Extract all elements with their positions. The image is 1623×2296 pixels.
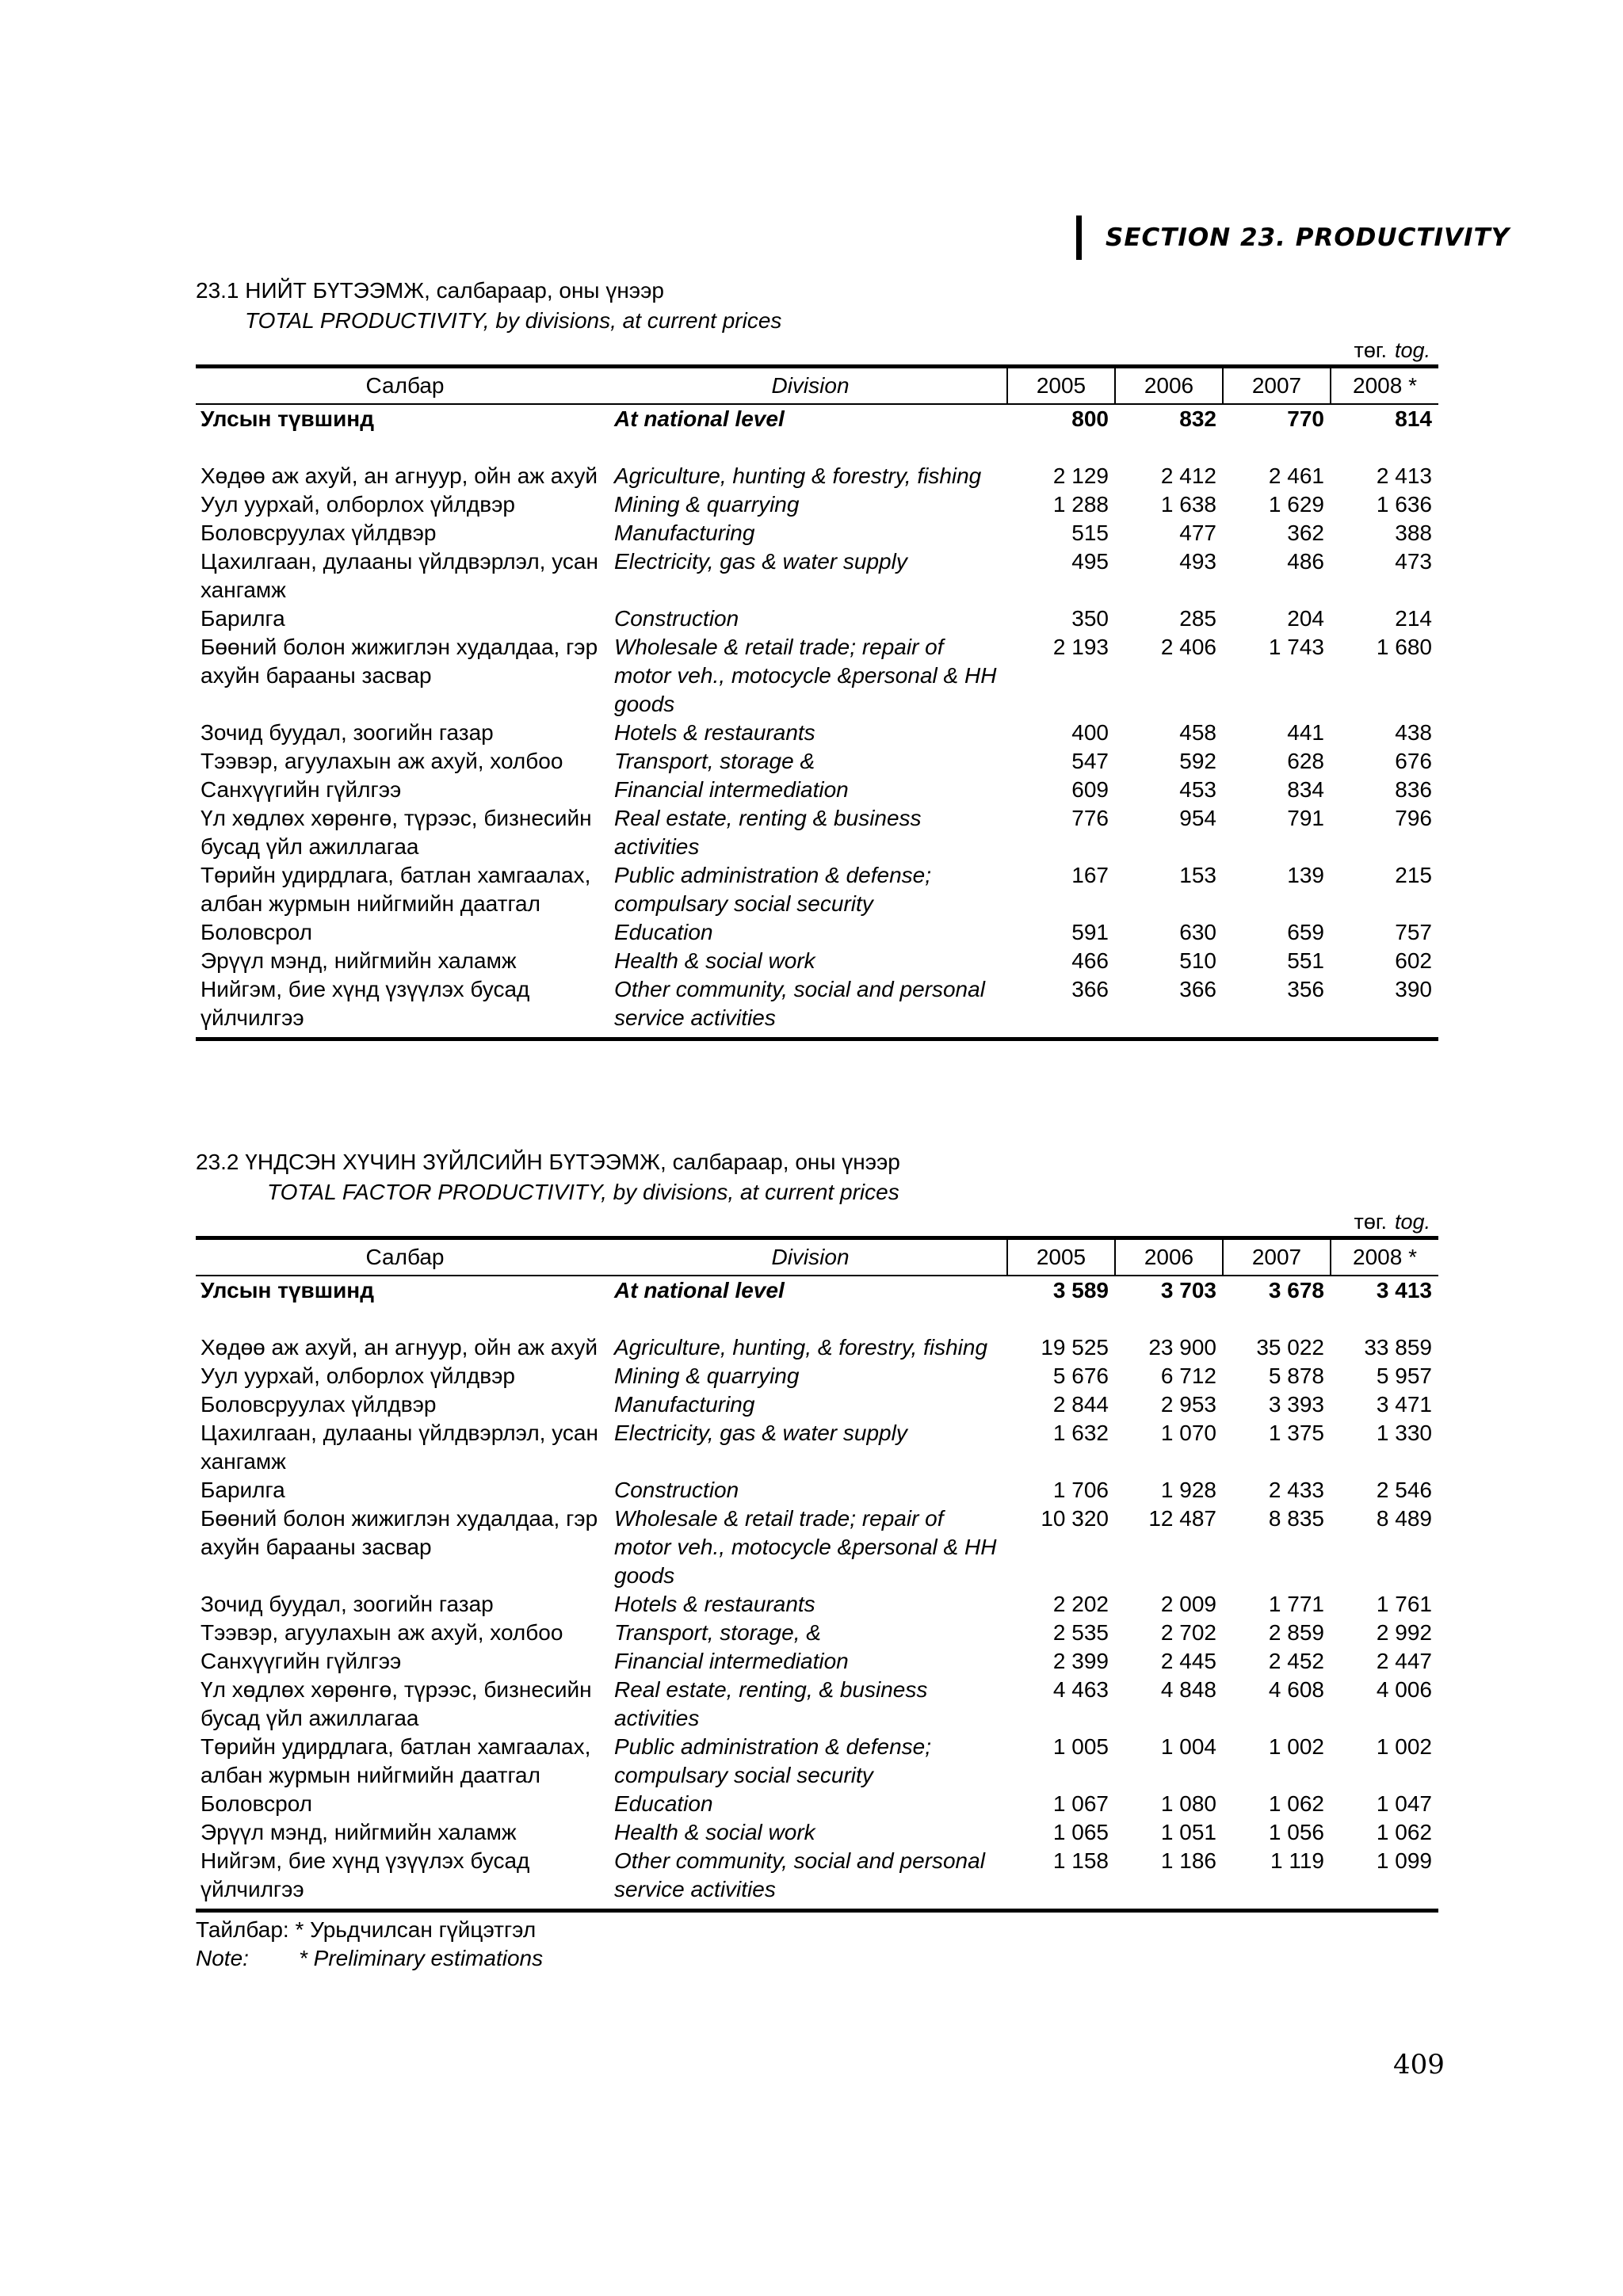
- row-value: 366: [1071, 977, 1109, 1001]
- row-value: 1 070: [1160, 1421, 1216, 1445]
- note-en-text: * Preliminary estimations: [299, 1946, 544, 1970]
- row-value: 1 051: [1160, 1820, 1216, 1844]
- table-row: [196, 1733, 1438, 1790]
- section-header: [1076, 215, 1510, 260]
- row-value: 366: [1179, 977, 1216, 1001]
- row-label-en: Public administration & defense; compulsary social security: [614, 863, 931, 916]
- row-value: 2 452: [1268, 1649, 1324, 1673]
- row-value: 214: [1395, 606, 1432, 631]
- row-value: 628: [1287, 749, 1324, 773]
- table1-year: 2008 *: [1331, 367, 1438, 405]
- row-value: 1 099: [1376, 1848, 1432, 1873]
- table1-body: [196, 404, 1438, 1039]
- row-label-mn: Барилга: [200, 606, 285, 631]
- row-value: 1 002: [1268, 1734, 1324, 1759]
- note-mn: Тайлбар: * Урьдчилсан гүйцэтгэл: [196, 1917, 537, 1942]
- row-label-mn: Төрийн удирдлага, батлан хамгаалах, албан журмын нийгмийн даатгал: [200, 863, 591, 916]
- table-row: [196, 547, 1438, 605]
- row-value: 1 119: [1270, 1848, 1324, 1873]
- row-value: 592: [1179, 749, 1216, 773]
- row-value: 3 413: [1376, 1278, 1432, 1302]
- table1-unit: [196, 336, 1438, 364]
- table2-col-en: Division: [771, 1245, 850, 1269]
- row-value: 1 743: [1268, 635, 1324, 659]
- row-label-mn: Цахилгаан, дулааны үйлдвэрлэл, усан хангамж: [200, 549, 598, 602]
- table-row: [196, 918, 1438, 947]
- row-value: 1 375: [1268, 1421, 1324, 1445]
- row-label-en: Financial intermediation: [614, 777, 849, 802]
- table-row: [196, 1647, 1438, 1676]
- row-value: 776: [1071, 806, 1109, 830]
- row-label-mn: Санхүүгийн гүйлгээ: [200, 777, 402, 802]
- table1-title-en: TOTAL PRODUCTIVITY, by divisions, at current prices: [245, 308, 782, 333]
- table-row: [196, 1390, 1438, 1419]
- table2-title-en: TOTAL FACTOR PRODUCTIVITY, by divisions, at current prices: [267, 1180, 899, 1204]
- table2-year: 2006: [1115, 1238, 1223, 1276]
- row-value: 814: [1395, 406, 1432, 431]
- row-label-mn: Бөөний болон жижиглэн худалдаа, гэр ахуйн барааны засвар: [200, 635, 598, 688]
- row-label-mn: Нийгэм, бие хүнд үзүүлэх бусад үйлчилгээ: [200, 1848, 530, 1901]
- row-value: 8 835: [1268, 1506, 1324, 1531]
- row-value: 832: [1179, 406, 1216, 431]
- row-value: 2 859: [1268, 1620, 1324, 1645]
- row-label-en: At national level: [614, 406, 785, 431]
- row-value: 1 761: [1376, 1592, 1432, 1616]
- row-value: 1 002: [1376, 1734, 1432, 1759]
- row-value: 33 859: [1364, 1335, 1432, 1360]
- row-value: 2 433: [1268, 1478, 1324, 1502]
- row-value: 2 399: [1052, 1649, 1109, 1673]
- row-label-en: Agriculture, hunting, & forestry, fishing: [614, 1335, 988, 1360]
- row-label-en: Hotels & restaurants: [614, 1592, 815, 1616]
- row-value: 6 712: [1160, 1363, 1216, 1388]
- row-label-en: Agriculture, hunting & forestry, fishing: [614, 463, 982, 488]
- row-label-mn: Санхүүгийн гүйлгээ: [200, 1649, 402, 1673]
- row-value: 2 844: [1052, 1392, 1109, 1417]
- table1-spacer-row: [196, 433, 1438, 462]
- table1-title-mn: 23.1 НИЙТ БҮТЭЭМЖ, салбараар, оны үнээр: [196, 278, 664, 303]
- row-value: 551: [1287, 948, 1324, 973]
- row-label-mn: Уул уурхай, олборлох үйлдвэр: [200, 1363, 515, 1388]
- page-number: 409: [1393, 2049, 1445, 2081]
- row-value: 1 928: [1160, 1478, 1216, 1502]
- row-value: 1 771: [1268, 1592, 1324, 1616]
- table2-year: 2007: [1223, 1238, 1331, 1276]
- row-value: 515: [1071, 521, 1109, 545]
- notes: [196, 1916, 1438, 1973]
- row-label-en: Other community, social and personal service activities: [614, 1848, 985, 1901]
- note-en: [196, 1944, 1438, 1973]
- table-row: [196, 1619, 1438, 1647]
- table-row: [196, 1333, 1438, 1362]
- row-value: 1 706: [1052, 1478, 1109, 1502]
- row-value: 954: [1179, 806, 1216, 830]
- row-value: 3 703: [1160, 1278, 1216, 1302]
- row-label-en: Hotels & restaurants: [614, 720, 815, 745]
- row-value: 3 393: [1268, 1392, 1324, 1417]
- row-value: 510: [1179, 948, 1216, 973]
- row-value: 400: [1071, 720, 1109, 745]
- row-value: 473: [1395, 549, 1432, 574]
- row-value: 2 535: [1052, 1620, 1109, 1645]
- table1-year: 2006: [1115, 367, 1223, 405]
- row-label-en: Public administration & defense; compulsary social security: [614, 1734, 931, 1787]
- row-value: 1 186: [1160, 1848, 1216, 1873]
- row-value: 477: [1179, 521, 1216, 545]
- row-value: 800: [1071, 406, 1109, 431]
- row-value: 1 067: [1052, 1791, 1109, 1816]
- row-value: 1 062: [1376, 1820, 1432, 1844]
- row-label-en: Health & social work: [614, 948, 815, 973]
- table-row: [196, 1476, 1438, 1505]
- row-value: 139: [1287, 863, 1324, 887]
- row-value: 2 406: [1160, 635, 1216, 659]
- table1-year: 2007: [1223, 367, 1331, 405]
- row-value: 3 471: [1376, 1392, 1432, 1417]
- row-value: 495: [1071, 549, 1109, 574]
- row-label-mn: Боловсрол: [200, 1791, 312, 1816]
- row-label-mn: Тээвэр, агуулахын аж ахуй, холбоо: [200, 1620, 563, 1645]
- row-label-en: Wholesale & retail trade; repair of motor veh., motocycle &personal & HH goods: [614, 1506, 997, 1588]
- row-value: 1 065: [1052, 1820, 1109, 1844]
- row-value: 591: [1071, 920, 1109, 944]
- row-value: 770: [1287, 406, 1324, 431]
- row-label-en: Real estate, renting & business activities: [614, 806, 922, 859]
- row-value: 2 413: [1376, 463, 1432, 488]
- row-label-mn: Барилга: [200, 1478, 285, 1502]
- row-value: 630: [1179, 920, 1216, 944]
- table1-col-mn: Салбар: [365, 373, 445, 398]
- table2-col-mn: Салбар: [365, 1245, 445, 1269]
- row-label-en: Education: [614, 1791, 713, 1816]
- row-label-mn: Эрүүл мэнд, нийгмийн халамж: [200, 1820, 517, 1844]
- section-title: SECTION 23. PRODUCTIVITY: [1106, 223, 1510, 252]
- row-value: 441: [1287, 720, 1324, 745]
- table-row: [196, 776, 1438, 804]
- table2-unit: [196, 1207, 1438, 1236]
- row-value: 547: [1071, 749, 1109, 773]
- row-value: 1 158: [1052, 1848, 1109, 1873]
- row-label-mn: Эрүүл мэнд, нийгмийн халамж: [200, 948, 517, 973]
- table-row: [196, 719, 1438, 747]
- table-row: [196, 1590, 1438, 1619]
- row-label-mn: Улсын түвшинд: [200, 1278, 374, 1302]
- row-value: 796: [1395, 806, 1432, 830]
- row-value: 1 638: [1160, 492, 1216, 517]
- row-label-en: Health & social work: [614, 1820, 815, 1844]
- row-label-en: Transport, storage &: [614, 749, 815, 773]
- row-value: 8 489: [1376, 1506, 1432, 1531]
- table-row: [196, 861, 1438, 918]
- table-row: [196, 519, 1438, 547]
- row-value: 390: [1395, 977, 1432, 1001]
- table-row: [196, 633, 1438, 719]
- table-row: [196, 1505, 1438, 1590]
- row-value: 1 632: [1052, 1421, 1109, 1445]
- row-value: 2 461: [1268, 463, 1324, 488]
- row-value: 1 080: [1160, 1791, 1216, 1816]
- row-label-mn: Уул уурхай, олборлох үйлдвэр: [200, 492, 515, 517]
- table-row: [196, 1818, 1438, 1847]
- row-value: 1 056: [1268, 1820, 1324, 1844]
- row-value: 5 676: [1052, 1363, 1109, 1388]
- table-row: [196, 947, 1438, 975]
- row-label-mn: Нийгэм, бие хүнд үзүүлэх бусад үйлчилгээ: [200, 977, 530, 1030]
- row-label-en: Other community, social and personal service activities: [614, 977, 985, 1030]
- row-value: 1 629: [1268, 492, 1324, 517]
- table2-year: 2005: [1007, 1238, 1115, 1276]
- table2-year: 2008 *: [1331, 1238, 1438, 1276]
- row-label-en: Transport, storage, &: [614, 1620, 821, 1645]
- note-en-label: Note:: [196, 1946, 249, 1970]
- row-value: 4 006: [1376, 1677, 1432, 1702]
- table2: [196, 1236, 1438, 1913]
- table2-block: [196, 1147, 1438, 1973]
- row-label-en: Manufacturing: [614, 521, 755, 545]
- row-label-mn: Бөөний болон жижиглэн худалдаа, гэр ахуйн барааны засвар: [200, 1506, 598, 1559]
- row-label-mn: Боловсруулах үйлдвэр: [200, 521, 437, 545]
- table-row: [196, 462, 1438, 490]
- table2-spacer-row: [196, 1305, 1438, 1333]
- row-label-en: Mining & quarrying: [614, 1363, 800, 1388]
- row-value: 1 680: [1376, 635, 1432, 659]
- row-value: 466: [1071, 948, 1109, 973]
- row-value: 486: [1287, 549, 1324, 574]
- table-row: [196, 490, 1438, 519]
- row-label-en: Mining & quarrying: [614, 492, 800, 517]
- row-value: 153: [1179, 863, 1216, 887]
- table2-body: [196, 1276, 1438, 1911]
- row-label-mn: Зочид буудал, зоогийн газар: [200, 720, 494, 745]
- row-value: 2 193: [1052, 635, 1109, 659]
- row-value: 10 320: [1041, 1506, 1109, 1531]
- table-row: [196, 975, 1438, 1039]
- row-value: 609: [1071, 777, 1109, 802]
- row-value: 1 062: [1268, 1791, 1324, 1816]
- table-row: [196, 804, 1438, 861]
- row-value: 836: [1395, 777, 1432, 802]
- row-label-en: Electricity, gas & water supply: [614, 549, 907, 574]
- row-value: 2 702: [1160, 1620, 1216, 1645]
- row-value: 1 047: [1376, 1791, 1432, 1816]
- row-value: 438: [1395, 720, 1432, 745]
- row-label-mn: Үл хөдлөх хөрөнгө, түрээс, бизнесийн бусад үйл ажиллагаа: [200, 1677, 592, 1730]
- row-value: 12 487: [1148, 1506, 1216, 1531]
- table1-header-row: [196, 367, 1438, 405]
- row-value: 1 636: [1376, 492, 1432, 517]
- row-label-en: Construction: [614, 606, 739, 631]
- row-label-mn: Зочид буудал, зоогийн газар: [200, 1592, 494, 1616]
- row-value: 356: [1287, 977, 1324, 1001]
- table-row: [196, 1847, 1438, 1911]
- row-value: 19 525: [1041, 1335, 1109, 1360]
- table2-national-row: [196, 1276, 1438, 1305]
- row-value: 791: [1287, 806, 1324, 830]
- row-value: 4 463: [1052, 1677, 1109, 1702]
- table-row: [196, 1676, 1438, 1733]
- row-label-mn: Төрийн удирдлага, батлан хамгаалах, албан журмын нийгмийн даатгал: [200, 1734, 591, 1787]
- row-value: 493: [1179, 549, 1216, 574]
- table1-unit-en: tog.: [1394, 338, 1430, 362]
- table2-unit-en: tog.: [1394, 1210, 1430, 1234]
- row-value: 2 412: [1160, 463, 1216, 488]
- row-value: 676: [1395, 749, 1432, 773]
- row-value: 2 202: [1052, 1592, 1109, 1616]
- row-value: 2 546: [1376, 1478, 1432, 1502]
- row-value: 5 957: [1376, 1363, 1432, 1388]
- row-value: 167: [1071, 863, 1109, 887]
- row-value: 2 992: [1376, 1620, 1432, 1645]
- row-label-mn: Боловсруулах үйлдвэр: [200, 1392, 437, 1417]
- row-value: 215: [1395, 863, 1432, 887]
- row-value: 1 330: [1376, 1421, 1432, 1445]
- table-row: [196, 1790, 1438, 1818]
- row-label-en: Real estate, renting, & business activities: [614, 1677, 928, 1730]
- table-row: [196, 1362, 1438, 1390]
- table-row: [196, 605, 1438, 633]
- row-label-en: Wholesale & retail trade; repair of motor veh., motocycle &personal & HH goods: [614, 635, 997, 716]
- row-label-en: Education: [614, 920, 713, 944]
- row-value: 834: [1287, 777, 1324, 802]
- row-value: 285: [1179, 606, 1216, 631]
- row-value: 3 678: [1268, 1278, 1324, 1302]
- table1-unit-mn: төг.: [1354, 338, 1387, 362]
- row-value: 35 022: [1256, 1335, 1324, 1360]
- table-row: [196, 1419, 1438, 1476]
- row-label-en: Manufacturing: [614, 1392, 755, 1417]
- row-label-en: Financial intermediation: [614, 1649, 849, 1673]
- row-value: 458: [1179, 720, 1216, 745]
- row-value: 2 447: [1376, 1649, 1432, 1673]
- row-label-en: At national level: [614, 1278, 785, 1302]
- table1-block: [196, 276, 1438, 1041]
- row-value: 362: [1287, 521, 1324, 545]
- row-value: 3 589: [1052, 1278, 1109, 1302]
- row-label-mn: Хөдөө аж ахуй, ан агнуур, ойн аж ахуй: [200, 463, 598, 488]
- row-value: 659: [1287, 920, 1324, 944]
- row-value: 4 848: [1160, 1677, 1216, 1702]
- table1-year: 2005: [1007, 367, 1115, 405]
- row-value: 4 608: [1268, 1677, 1324, 1702]
- row-label-en: Construction: [614, 1478, 739, 1502]
- table1-col-en: Division: [771, 373, 850, 398]
- row-value: 204: [1287, 606, 1324, 631]
- row-value: 2 953: [1160, 1392, 1216, 1417]
- row-value: 602: [1395, 948, 1432, 973]
- row-value: 23 900: [1148, 1335, 1216, 1360]
- row-value: 2 009: [1160, 1592, 1216, 1616]
- table2-title-mn: 23.2 ҮНДСЭН ХҮЧИН ЗҮЙЛСИЙН БҮТЭЭМЖ, салбараар, оны үнээр: [196, 1150, 900, 1174]
- row-label-mn: Тээвэр, агуулахын аж ахуй, холбоо: [200, 749, 563, 773]
- row-value: 5 878: [1268, 1363, 1324, 1388]
- row-label-mn: Үл хөдлөх хөрөнгө, түрээс, бизнесийн бусад үйл ажиллагаа: [200, 806, 592, 859]
- row-value: 2 445: [1160, 1649, 1216, 1673]
- row-label-mn: Хөдөө аж ахуй, ан агнуур, ойн аж ахуй: [200, 1335, 598, 1360]
- table1: [196, 364, 1438, 1041]
- row-value: 757: [1395, 920, 1432, 944]
- row-value: 388: [1395, 521, 1432, 545]
- row-label-mn: Улсын түвшинд: [200, 406, 374, 431]
- row-label-en: Electricity, gas & water supply: [614, 1421, 907, 1445]
- row-value: 2 129: [1052, 463, 1109, 488]
- row-value: 1 288: [1052, 492, 1109, 517]
- table2-unit-mn: төг.: [1354, 1210, 1387, 1234]
- row-value: 1 004: [1160, 1734, 1216, 1759]
- table2-header-row: [196, 1238, 1438, 1276]
- row-value: 350: [1071, 606, 1109, 631]
- row-label-mn: Боловсрол: [200, 920, 312, 944]
- row-label-mn: Цахилгаан, дулааны үйлдвэрлэл, усан хангамж: [200, 1421, 598, 1474]
- row-value: 453: [1179, 777, 1216, 802]
- table1-national-row: [196, 404, 1438, 433]
- table-row: [196, 747, 1438, 776]
- row-value: 1 005: [1052, 1734, 1109, 1759]
